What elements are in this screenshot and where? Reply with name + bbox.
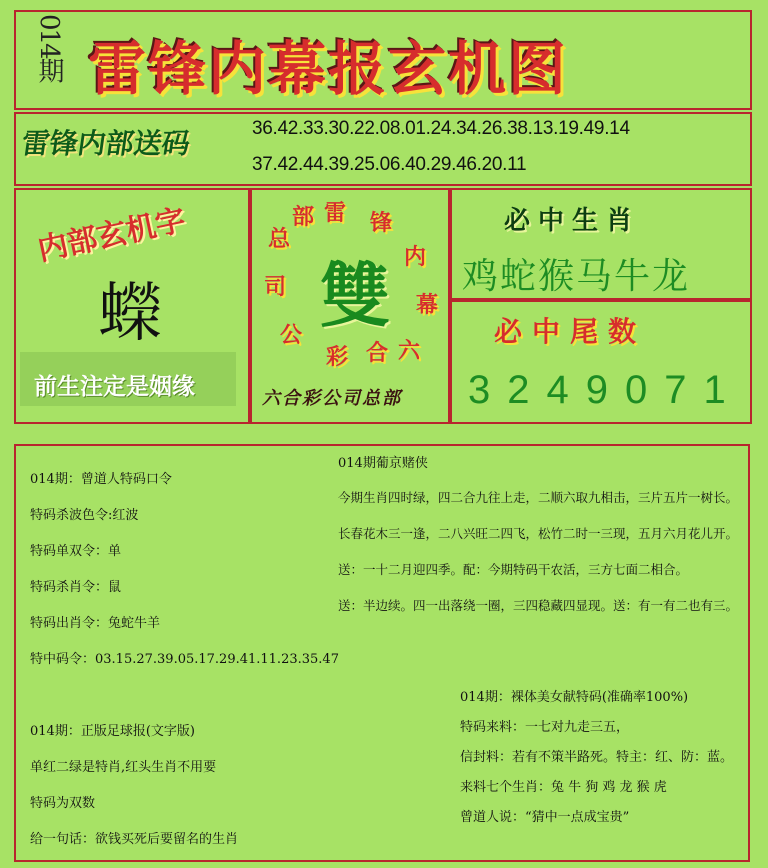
ring-char: 部 — [292, 204, 315, 230]
left-line: 特码杀肖令：鼠 — [30, 580, 122, 595]
zodiac-list: 鸡蛇猴马牛龙 — [462, 256, 691, 297]
ring-char: 合 — [366, 340, 389, 366]
xuanji-char: 蠑 — [98, 277, 162, 351]
left-line: 给一句话：欲钱买死后要留名的生肖 — [30, 832, 239, 847]
left-line: 特码出肖令：兔蛇牛羊 — [30, 616, 161, 631]
ring-char: 内 — [404, 244, 427, 270]
page-title: 雷锋内幕报玄机图 — [88, 35, 569, 103]
ring-char: 六 — [398, 338, 421, 364]
ring-char: 雷 — [324, 200, 347, 226]
ring-char: 幕 — [416, 292, 439, 318]
right-line: 来料七个生肖：兔 牛 狗 鸡 龙 猴 虎 — [460, 780, 667, 795]
ring-char: 锋 — [370, 210, 393, 236]
issue-number: 014期 — [34, 14, 64, 82]
numbers-line-2: 37.42.44.39.25.06.40.29.46.20.11 — [252, 154, 527, 175]
right-line: 曾道人说：“猜中一点成宝贵” — [460, 810, 630, 825]
left-line: 014期：曾道人特码口令 — [30, 472, 172, 487]
left-line: 特中码令：03.15.27.39.05.17.29.41.11.23.35.47 — [30, 652, 339, 667]
right-title-2: 014期：裸体美女献特码(准确率100%) — [460, 690, 689, 705]
tail-numbers: 3249071 — [468, 368, 743, 412]
left-line: 014期：正版足球报(文字版) — [30, 724, 195, 739]
ring-char: 彩 — [326, 344, 349, 370]
right-line: 特码来料：一七对九走三五， — [460, 720, 630, 735]
right-line: 送：半边续。四一出落绕一圈，三四稳藏四显现。送：有一有二也有三。 — [338, 598, 739, 613]
right-title: 014期葡京赌侠 — [338, 456, 428, 471]
left-line: 特码杀波色令:红波 — [30, 508, 139, 523]
right-line: 长春花木三一逢，二八兴旺二四飞，松竹二时一三现，五月六月花儿开。 — [338, 526, 739, 541]
left-line: 特码为双数 — [30, 796, 96, 811]
xuanji-title: 内部玄机字 — [34, 202, 189, 269]
right-line: 今期生肖四时绿，四二合九往上走，二顺六取九相击，三片五片一树长。 — [338, 490, 739, 505]
ring-char: 司 — [264, 274, 287, 300]
company-name: 六合彩公司总部 — [262, 388, 402, 409]
left-line: 特码单双令：单 — [30, 544, 122, 559]
right-line: 信封料：若有不策半路死。特主：红、防：蓝。 — [460, 750, 734, 765]
tail-title: 必中尾数 — [494, 315, 647, 348]
numbers-line-1: 36.42.33.30.22.08.01.24.34.26.38.13.19.49.14 — [252, 118, 630, 139]
xuanji-phrase: 前生注定是姻缘 — [34, 373, 195, 400]
zodiac-title: 必中生肖 — [504, 206, 641, 236]
left-line: 单红二绿是特肖,红头生肖不用要 — [30, 760, 217, 775]
ring-char: 公 — [280, 322, 303, 348]
right-line: 送：一十二月迎四季。配：今期特码干农活，三方七面二相合。 — [338, 562, 689, 577]
numbers-section-title: 雷锋内部送码 — [19, 127, 193, 160]
big-character: 雙 — [320, 254, 390, 337]
ring-char: 总 — [268, 226, 291, 252]
